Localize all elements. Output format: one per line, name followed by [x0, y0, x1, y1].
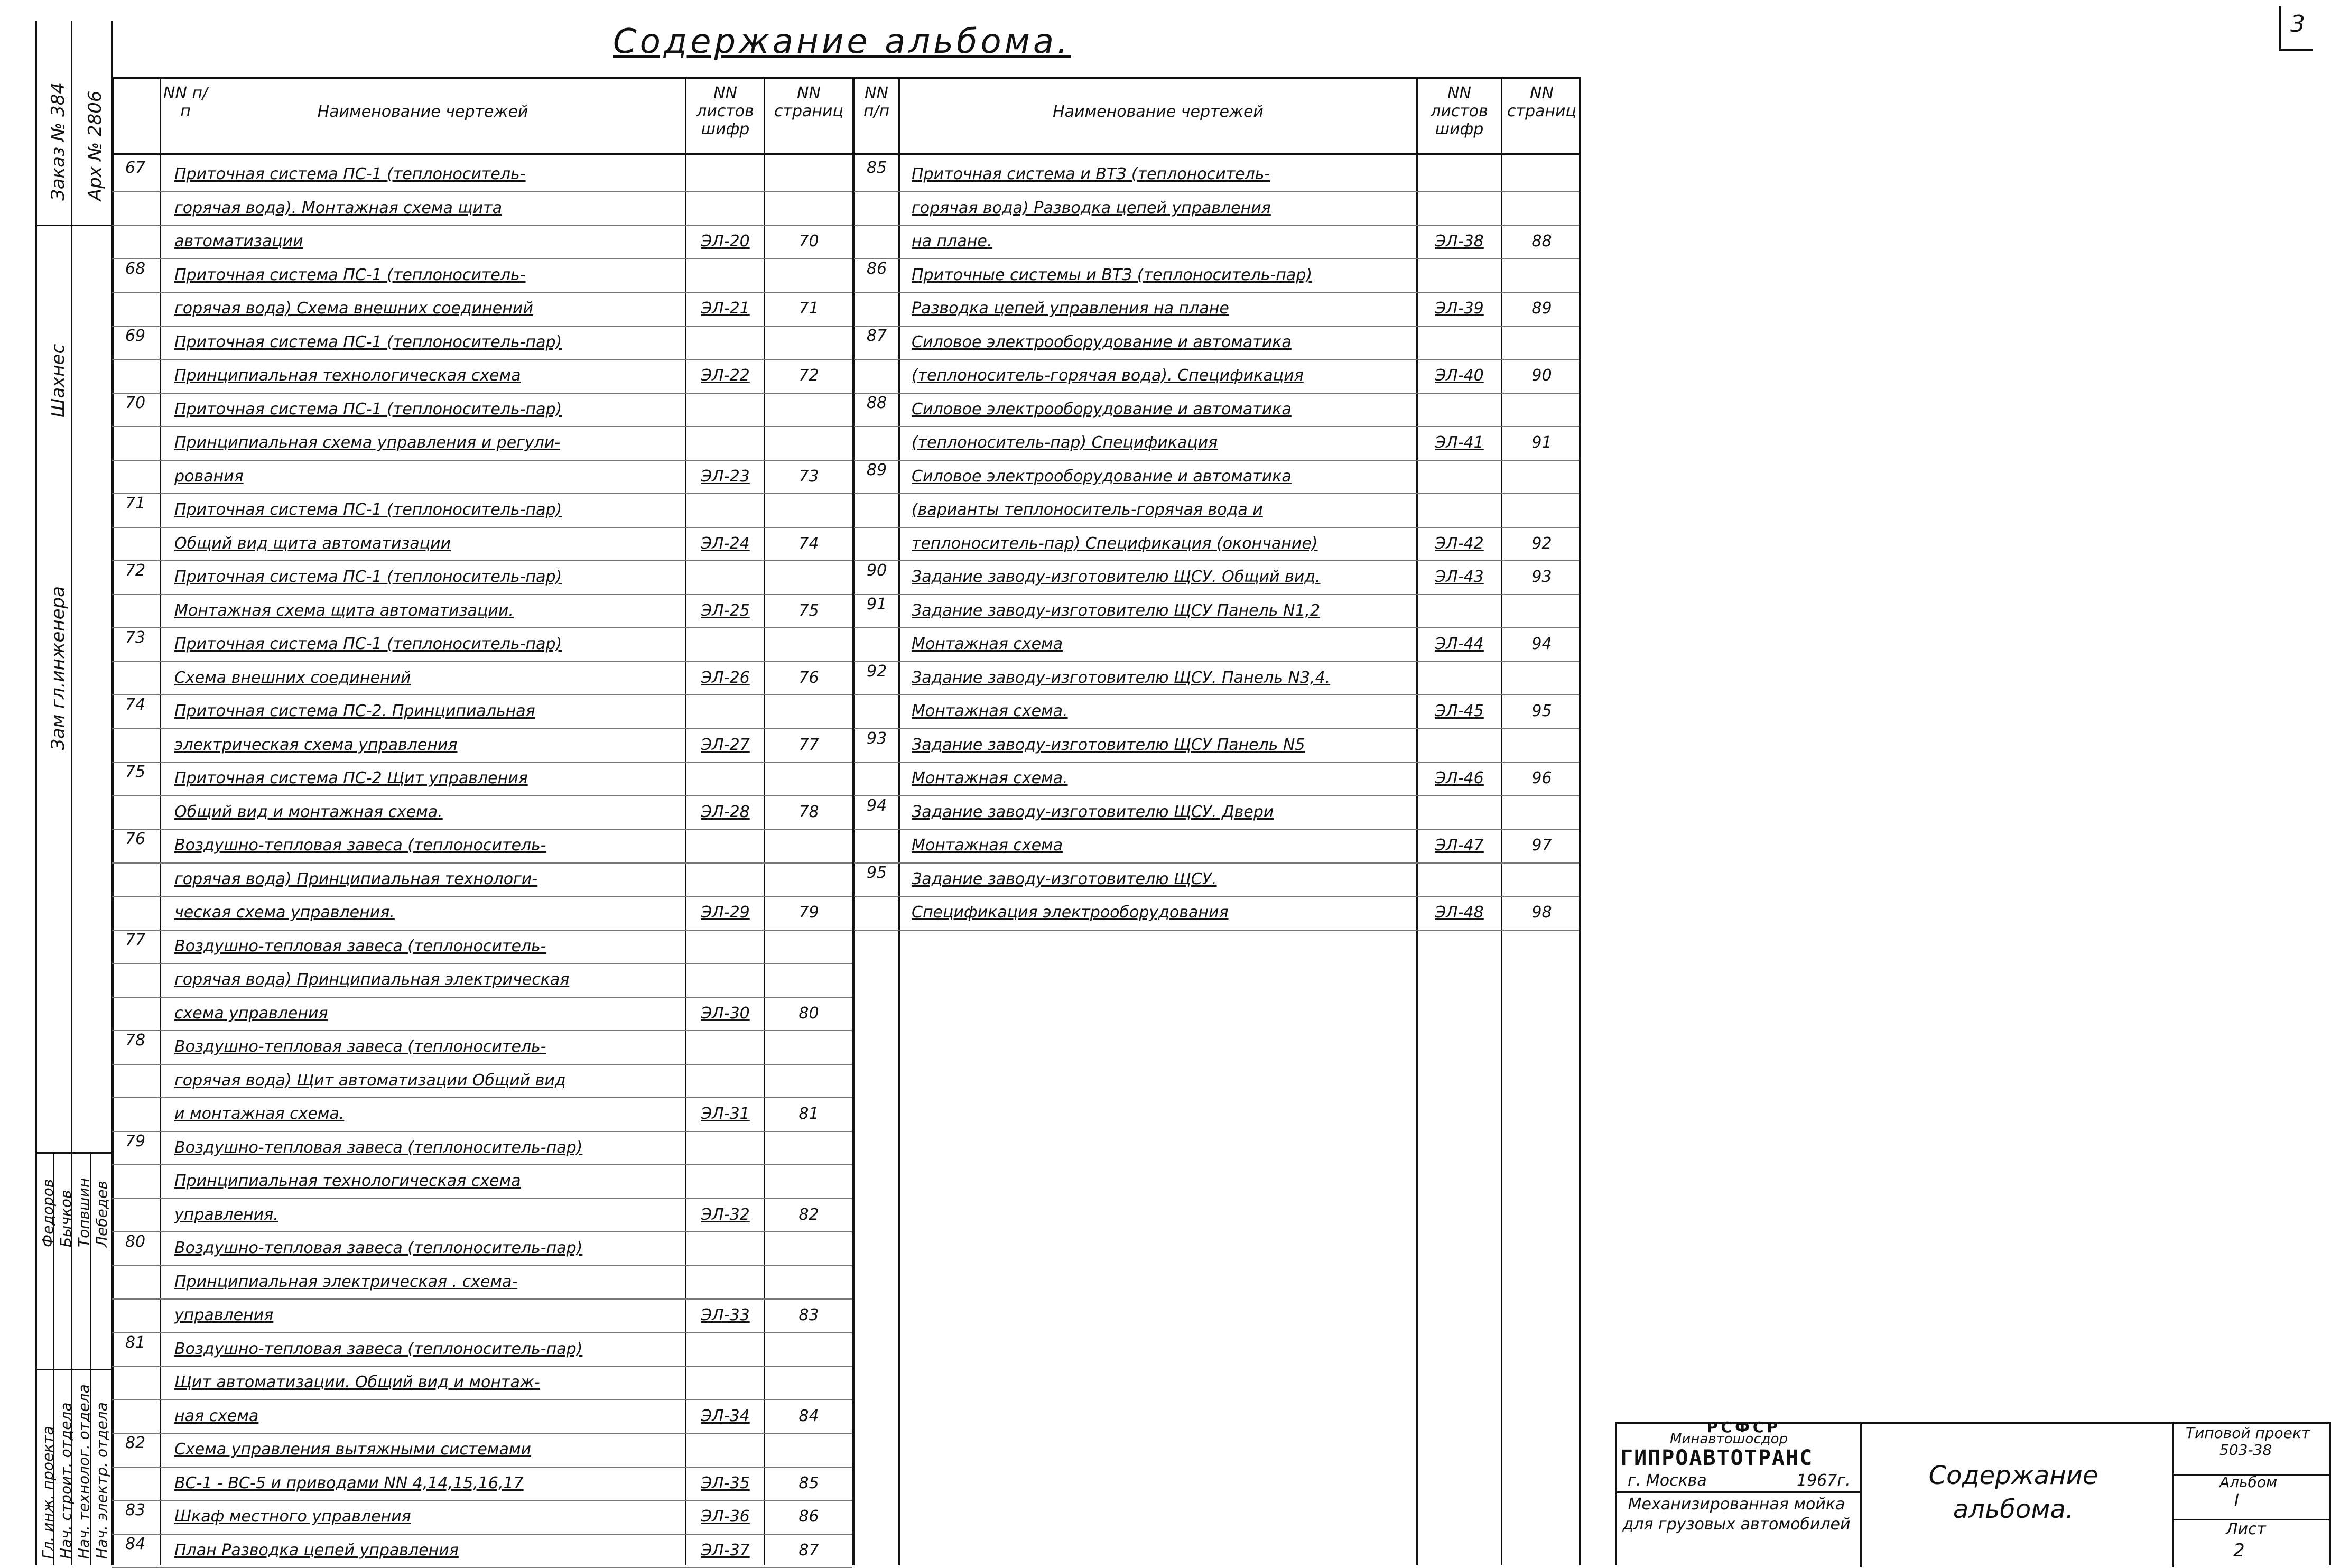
city: г. Москва — [1628, 1471, 1707, 1490]
row-rule — [854, 594, 1579, 595]
header-num-left-label: NN п/п — [163, 84, 208, 120]
deputy-chief: Зам гл.инженера — [48, 586, 69, 750]
row-rule — [112, 1467, 852, 1468]
drawing-name-line: Приточная система и ВТЗ (теплоноситель- — [912, 165, 1270, 183]
drawing-name-line: (теплоноситель-горячая вода). Спецификация — [912, 366, 1304, 385]
row-rule — [112, 560, 852, 561]
drawing-name-line: Силовое электрооборудование и автоматика — [912, 467, 1292, 486]
row-rule — [112, 1399, 852, 1400]
sheet-title-text: Содержание альбома. — [1928, 1461, 2098, 1524]
row-rule — [854, 225, 1579, 226]
row-rule — [854, 930, 1579, 931]
drawing-name-line: Задание заводу-изготовителю ЩСУ. Двери — [912, 802, 1274, 821]
drawing-name-line: управления — [174, 1306, 274, 1324]
page-ref: 97 — [1531, 836, 1552, 855]
row-number: 88 — [866, 393, 887, 412]
page-ref: 92 — [1531, 534, 1552, 553]
row-rule — [854, 896, 1579, 897]
row-rule — [112, 460, 852, 461]
sheet-code: ЭЛ-20 — [701, 232, 750, 250]
sheet-code: ЭЛ-22 — [701, 366, 750, 385]
sheet-code: ЭЛ-46 — [1435, 769, 1484, 787]
drawing-name-line: на плане. — [912, 232, 992, 250]
row-number: 84 — [125, 1534, 146, 1553]
sheet-code: ЭЛ-34 — [701, 1406, 750, 1425]
row-rule — [112, 426, 852, 427]
row-rule — [854, 359, 1579, 360]
row-rule — [112, 225, 852, 226]
drawing-name-line: Монтажная схема — [912, 635, 1063, 653]
row-rule — [112, 1131, 852, 1132]
row-number: 75 — [125, 763, 146, 781]
page-ref: 89 — [1531, 299, 1552, 318]
row-number: 77 — [125, 930, 146, 949]
drawing-name-line: управления. — [174, 1205, 278, 1224]
page-ref: 83 — [798, 1306, 819, 1324]
drawing-name-line: Воздушно-тепловая завеса (теплоноситель-пар) — [174, 1339, 583, 1358]
drawing-name-line: ВС-1 - ВС-5 и приводами NN 4,14,15,16,17 — [174, 1473, 524, 1492]
sheet-code: ЭЛ-41 — [1435, 433, 1484, 452]
name-3: Топвшин — [75, 1177, 92, 1247]
drawing-name-line: Монтажная схема. — [912, 769, 1068, 787]
header-sheets-left: NN листов шифр — [696, 84, 754, 138]
row-rule — [112, 292, 852, 293]
page-ref: 70 — [798, 232, 819, 250]
row-number: 69 — [125, 326, 146, 345]
role-4: Нач. электр. отдела — [93, 1402, 110, 1559]
sheet-code: ЭЛ-32 — [701, 1205, 750, 1224]
sheet-code: ЭЛ-39 — [1435, 299, 1484, 318]
drawing-name-line: Приточные системы и ВТЗ (теплоноситель-пар) — [912, 265, 1313, 284]
row-rule — [112, 493, 852, 494]
page-ref: 88 — [1531, 232, 1552, 250]
drawing-name-line: Принципиальная технологическая схема — [174, 366, 521, 385]
row-number: 78 — [125, 1031, 146, 1050]
drawing-name-line: Задание заводу-изготовителю ЩСУ. Панель N3,4. — [912, 668, 1331, 687]
sheet-code: ЭЛ-40 — [1435, 366, 1484, 385]
drawing-name-line: Задание заводу-изготовителю ЩСУ Панель N5 — [912, 735, 1305, 754]
row-number: 86 — [866, 259, 887, 278]
album-value: I — [2234, 1491, 2239, 1510]
drawing-name-line: Общий вид и монтажная схема. — [174, 802, 443, 821]
sheet-code: ЭЛ-30 — [701, 1004, 750, 1023]
row-rule — [112, 1366, 852, 1367]
drawing-name-line: горячая вода) Разводка цепей управления — [912, 198, 1271, 217]
drawing-name-line: План Разводка цепей управления — [174, 1541, 459, 1560]
row-rule — [112, 930, 852, 931]
drawing-name-line: горячая вода) Принципиальная технологи- — [174, 869, 538, 888]
drawing-name-line: Спецификация электрооборудования — [912, 903, 1229, 922]
row-number: 92 — [866, 662, 887, 681]
page-ref: 82 — [798, 1205, 819, 1224]
row-number: 85 — [866, 159, 887, 177]
sheet-code: ЭЛ-36 — [701, 1507, 750, 1526]
row-rule — [112, 1231, 852, 1232]
page-ref: 78 — [798, 802, 819, 821]
page-ref: 95 — [1531, 702, 1552, 720]
row-rule — [854, 527, 1579, 528]
row-rule — [112, 862, 852, 864]
row-rule — [854, 627, 1579, 628]
row-number: 72 — [125, 561, 146, 580]
sheet-code: ЭЛ-21 — [701, 299, 750, 318]
order-number: Заказ № 384 — [48, 82, 69, 201]
row-rule — [112, 762, 852, 763]
sheet-code: ЭЛ-27 — [701, 735, 750, 754]
page-ref: 96 — [1531, 769, 1552, 787]
role-1: Гл. инж. проекта — [39, 1426, 57, 1559]
page-ref: 87 — [798, 1541, 819, 1560]
page-number-box — [2279, 6, 2313, 51]
row-rule — [854, 762, 1579, 763]
row-rule — [112, 1534, 852, 1535]
header-pages-left: NN страниц — [774, 84, 843, 120]
drawing-name-line: ная схема — [174, 1406, 259, 1425]
row-rule — [112, 527, 852, 528]
row-number: 74 — [125, 695, 146, 714]
archive-number: Арх № 2806 — [85, 90, 106, 201]
row-rule — [854, 829, 1579, 830]
project-description — [1620, 1495, 1853, 1535]
sheet-code: ЭЛ-33 — [701, 1306, 750, 1324]
row-number: 67 — [125, 159, 146, 177]
drawing-name-line: Щит автоматизации. Общий вид и монтаж- — [174, 1373, 540, 1391]
row-rule — [112, 1198, 852, 1199]
row-rule — [112, 829, 852, 830]
row-rule — [854, 393, 1579, 394]
year: 1967г. — [1797, 1471, 1851, 1490]
sheet-code: ЭЛ-26 — [701, 668, 750, 687]
row-number: 82 — [125, 1434, 146, 1452]
row-rule — [112, 627, 852, 628]
row-rule — [112, 1064, 852, 1065]
drawing-name-line: Приточная система ПС-1 (теплоноситель- — [174, 265, 526, 284]
row-number: 94 — [866, 796, 887, 815]
header-pages-right: NN страниц — [1507, 84, 1576, 120]
row-rule — [854, 258, 1579, 259]
row-rule — [112, 1332, 852, 1333]
sheet-code: ЭЛ-38 — [1435, 232, 1484, 250]
row-number: 89 — [866, 460, 887, 479]
drawing-name-line: Приточная система ПС-2. Принципиальная — [174, 702, 535, 720]
drawing-name-line: Приточная система ПС-1 (теплоноситель-пар) — [174, 635, 562, 653]
row-number: 71 — [125, 494, 146, 513]
row-rule — [854, 560, 1579, 561]
row-rule — [854, 460, 1579, 461]
sheet-code: ЭЛ-24 — [701, 534, 750, 553]
drawing-name-line: Воздушно-тепловая завеса (теплоноситель- — [174, 1037, 546, 1056]
drawing-name-line: (теплоноситель-пар) Спецификация — [912, 433, 1218, 452]
drawing-name-line: схема управления — [174, 1004, 328, 1023]
drawing-name-line: Принципиальная технологическая схема — [174, 1172, 521, 1190]
drawing-name-line: Монтажная схема — [912, 836, 1063, 855]
row-rule — [112, 191, 852, 192]
sheet-code: ЭЛ-44 — [1435, 635, 1484, 653]
sheet-label: Лист — [2226, 1520, 2267, 1538]
drawing-name-line: горячая вода) Принципиальная электрическая — [174, 970, 570, 989]
drawing-name-line: горячая вода) Схема внешних соединений — [174, 299, 533, 318]
drawing-name-line: рования — [174, 467, 244, 486]
sheet-title — [1865, 1459, 2161, 1526]
page-ref: 90 — [1531, 366, 1552, 385]
row-rule — [854, 292, 1579, 293]
page-ref: 81 — [798, 1105, 819, 1123]
drawing-name-line: горячая вода). Монтажная схема щита — [174, 198, 503, 217]
drawing-name-line: Схема внешних соединений — [174, 668, 411, 687]
row-rule — [854, 728, 1579, 729]
drawing-name-line: Воздушно-тепловая завеса (теплоноситель-пар) — [174, 1138, 583, 1157]
row-number: 95 — [866, 863, 887, 882]
row-rule — [854, 326, 1579, 327]
page-ref: 85 — [798, 1473, 819, 1492]
row-number: 81 — [125, 1333, 146, 1352]
row-rule — [854, 661, 1579, 662]
row-rule — [112, 326, 852, 327]
page-ref: 79 — [798, 903, 819, 922]
drawing-name-line: Приточная система ПС-1 (теплоноситель-пар) — [174, 400, 562, 419]
row-rule — [112, 728, 852, 729]
page-ref: 76 — [798, 668, 819, 687]
type-label: Типовой проект — [2186, 1424, 2310, 1442]
sheet-code: ЭЛ-42 — [1435, 534, 1484, 553]
row-rule — [112, 594, 852, 595]
page-ref: 94 — [1531, 635, 1552, 653]
row-rule — [112, 1030, 852, 1031]
drawing-name-line: ческая схема управления. — [174, 903, 395, 922]
row-rule — [112, 1097, 852, 1098]
page-ref: 93 — [1531, 568, 1552, 586]
row-number: 91 — [866, 595, 887, 614]
row-rule — [112, 393, 852, 394]
drawing-name-line: Приточная система ПС-1 (теплоноситель-пар) — [174, 568, 562, 586]
drawing-name-line: Задание заводу-изготовителю ЩСУ. — [912, 869, 1217, 888]
name-4: Лебедев — [93, 1181, 110, 1247]
row-rule — [854, 795, 1579, 796]
row-rule — [112, 694, 852, 695]
row-rule — [112, 1164, 852, 1165]
row-number: 87 — [866, 326, 887, 345]
org-top: РСФСР — [1707, 1418, 1781, 1436]
row-number: 76 — [125, 830, 146, 848]
page-ref: 91 — [1531, 433, 1552, 452]
page-ref: 77 — [798, 735, 819, 754]
page-number: 3 — [2290, 11, 2305, 38]
row-rule — [112, 795, 852, 796]
drawing-name-line: Приточная система ПС-1 (теплоноситель-пар) — [174, 500, 562, 519]
page-ref: 72 — [798, 366, 819, 385]
row-rule — [854, 191, 1579, 192]
sheet-code: ЭЛ-25 — [701, 601, 750, 620]
row-number: 80 — [125, 1232, 146, 1251]
header-sheets-right: NN листов шифр — [1431, 84, 1488, 138]
drawing-name-line: Силовое электрооборудование и автоматика — [912, 332, 1292, 351]
drawing-name-line: Приточная система ПС-1 (теплоноситель-пар) — [174, 332, 562, 351]
sheet-code: ЭЛ-28 — [701, 802, 750, 821]
drawing-name-line: Приточная система ПС-1 (теплоноситель- — [174, 165, 526, 183]
drawing-name-line: автоматизации — [174, 232, 303, 250]
drawing-name-line: и монтажная схема. — [174, 1105, 345, 1123]
row-rule — [854, 694, 1579, 695]
drawing-name-line: теплоноситель-пар) Спецификация (окончание) — [912, 534, 1318, 553]
row-rule — [112, 258, 852, 259]
margin-stamp — [35, 21, 113, 1565]
drawing-name-line: Воздушно-тепловая завеса (теплоноситель- — [174, 836, 546, 855]
type-value: 503-38 — [2219, 1441, 2272, 1459]
drawing-name-line: Силовое электрооборудование и автоматика — [912, 400, 1292, 419]
page-ref: 84 — [798, 1406, 819, 1425]
page-ref: 74 — [798, 534, 819, 553]
drawing-name-line: Воздушно-тепловая завеса (теплоноситель- — [174, 936, 546, 955]
row-rule — [112, 896, 852, 897]
sheet-code: ЭЛ-45 — [1435, 702, 1484, 720]
row-rule — [854, 862, 1579, 864]
row-number: 68 — [125, 259, 146, 278]
drawing-name-line: электрическая схема управления — [174, 735, 458, 754]
page-ref: 73 — [798, 467, 819, 486]
drawing-name-line: Общий вид щита автоматизации — [174, 534, 451, 553]
project-description-text: Механизированная мойка для грузовых автомобилей — [1622, 1495, 1851, 1534]
row-number: 73 — [125, 628, 146, 647]
page-ref: 71 — [798, 299, 819, 318]
row-rule — [112, 1500, 852, 1501]
sheet-code: ЭЛ-48 — [1435, 903, 1484, 922]
drawing-name-line: (варианты теплоноситель-горячая вода и — [912, 500, 1263, 519]
document-title: Содержание альбома. — [613, 22, 1071, 61]
name-1: Федоров — [39, 1179, 57, 1247]
row-number: 79 — [125, 1131, 146, 1151]
page-ref: 86 — [798, 1507, 819, 1526]
album-label: Альбом — [2219, 1473, 2278, 1491]
drawing-name-line: Задание заводу-изготовителю ЩСУ Панель N1,2 — [912, 601, 1321, 620]
sheet-code: ЭЛ-29 — [701, 903, 750, 922]
row-rule — [112, 661, 852, 662]
sheet-value: 2 — [2233, 1540, 2245, 1561]
row-number: 70 — [125, 393, 146, 412]
drawing-name-line: Воздушно-тепловая завеса (теплоноситель-пар) — [174, 1239, 583, 1257]
role-2: Нач. строит. отдела — [57, 1402, 75, 1559]
row-number: 90 — [866, 561, 887, 580]
row-number: 83 — [125, 1501, 146, 1519]
sheet-code: ЭЛ-35 — [701, 1473, 750, 1492]
sheet-code: ЭЛ-23 — [701, 467, 750, 486]
sheet-code: ЭЛ-31 — [701, 1105, 750, 1123]
page-ref: 75 — [798, 601, 819, 620]
row-rule — [112, 1433, 852, 1434]
drawing-name-line: Принципиальная электрическая . схема- — [174, 1272, 518, 1291]
page-ref: 80 — [798, 1004, 819, 1023]
row-rule — [854, 426, 1579, 427]
role-3: Нач. технолог. отдела — [75, 1384, 92, 1559]
page-ref: 98 — [1531, 903, 1552, 922]
drawing-name-line: Схема управления вытяжными системами — [174, 1440, 531, 1459]
drawing-name-line: Монтажная схема. — [912, 702, 1068, 720]
row-rule — [112, 997, 852, 998]
ministry: Минавтошосдор — [1670, 1431, 1788, 1447]
row-rule — [112, 359, 852, 360]
drawing-name-line: Принципиальная схема управления и регули- — [174, 433, 561, 452]
header-name-left: Наименование чертежей — [317, 103, 528, 121]
row-rule — [854, 493, 1579, 494]
sheet-code: ЭЛ-43 — [1435, 568, 1484, 586]
row-rule — [112, 963, 852, 964]
drawing-name-line: Приточная система ПС-2 Щит управления — [174, 769, 528, 787]
drawing-name-line: Задание заводу-изготовителю ЩСУ. Общий вид. — [912, 568, 1321, 586]
drawing-name-line: Разводка цепей управления на плане — [912, 299, 1229, 318]
row-rule — [112, 1298, 852, 1300]
row-number: 93 — [866, 729, 887, 748]
header-num-right: NN п/п — [863, 84, 890, 120]
drawing-name-line: горячая вода) Щит автоматизации Общий вид — [174, 1071, 566, 1090]
sheet-code: ЭЛ-47 — [1435, 836, 1484, 855]
drawing-name-line: Шкаф местного управления — [174, 1507, 411, 1526]
sheet-code: ЭЛ-37 — [701, 1541, 750, 1560]
drawing-name-line: Монтажная схема щита автоматизации. — [174, 601, 514, 620]
deputy-name: Шахнес — [48, 344, 69, 417]
header-name-right: Наименование чертежей — [1053, 103, 1264, 121]
organization: ГИПРОАВТОТРАНС — [1620, 1446, 1814, 1470]
row-rule — [112, 1265, 852, 1266]
name-2: Бычков — [57, 1190, 75, 1247]
